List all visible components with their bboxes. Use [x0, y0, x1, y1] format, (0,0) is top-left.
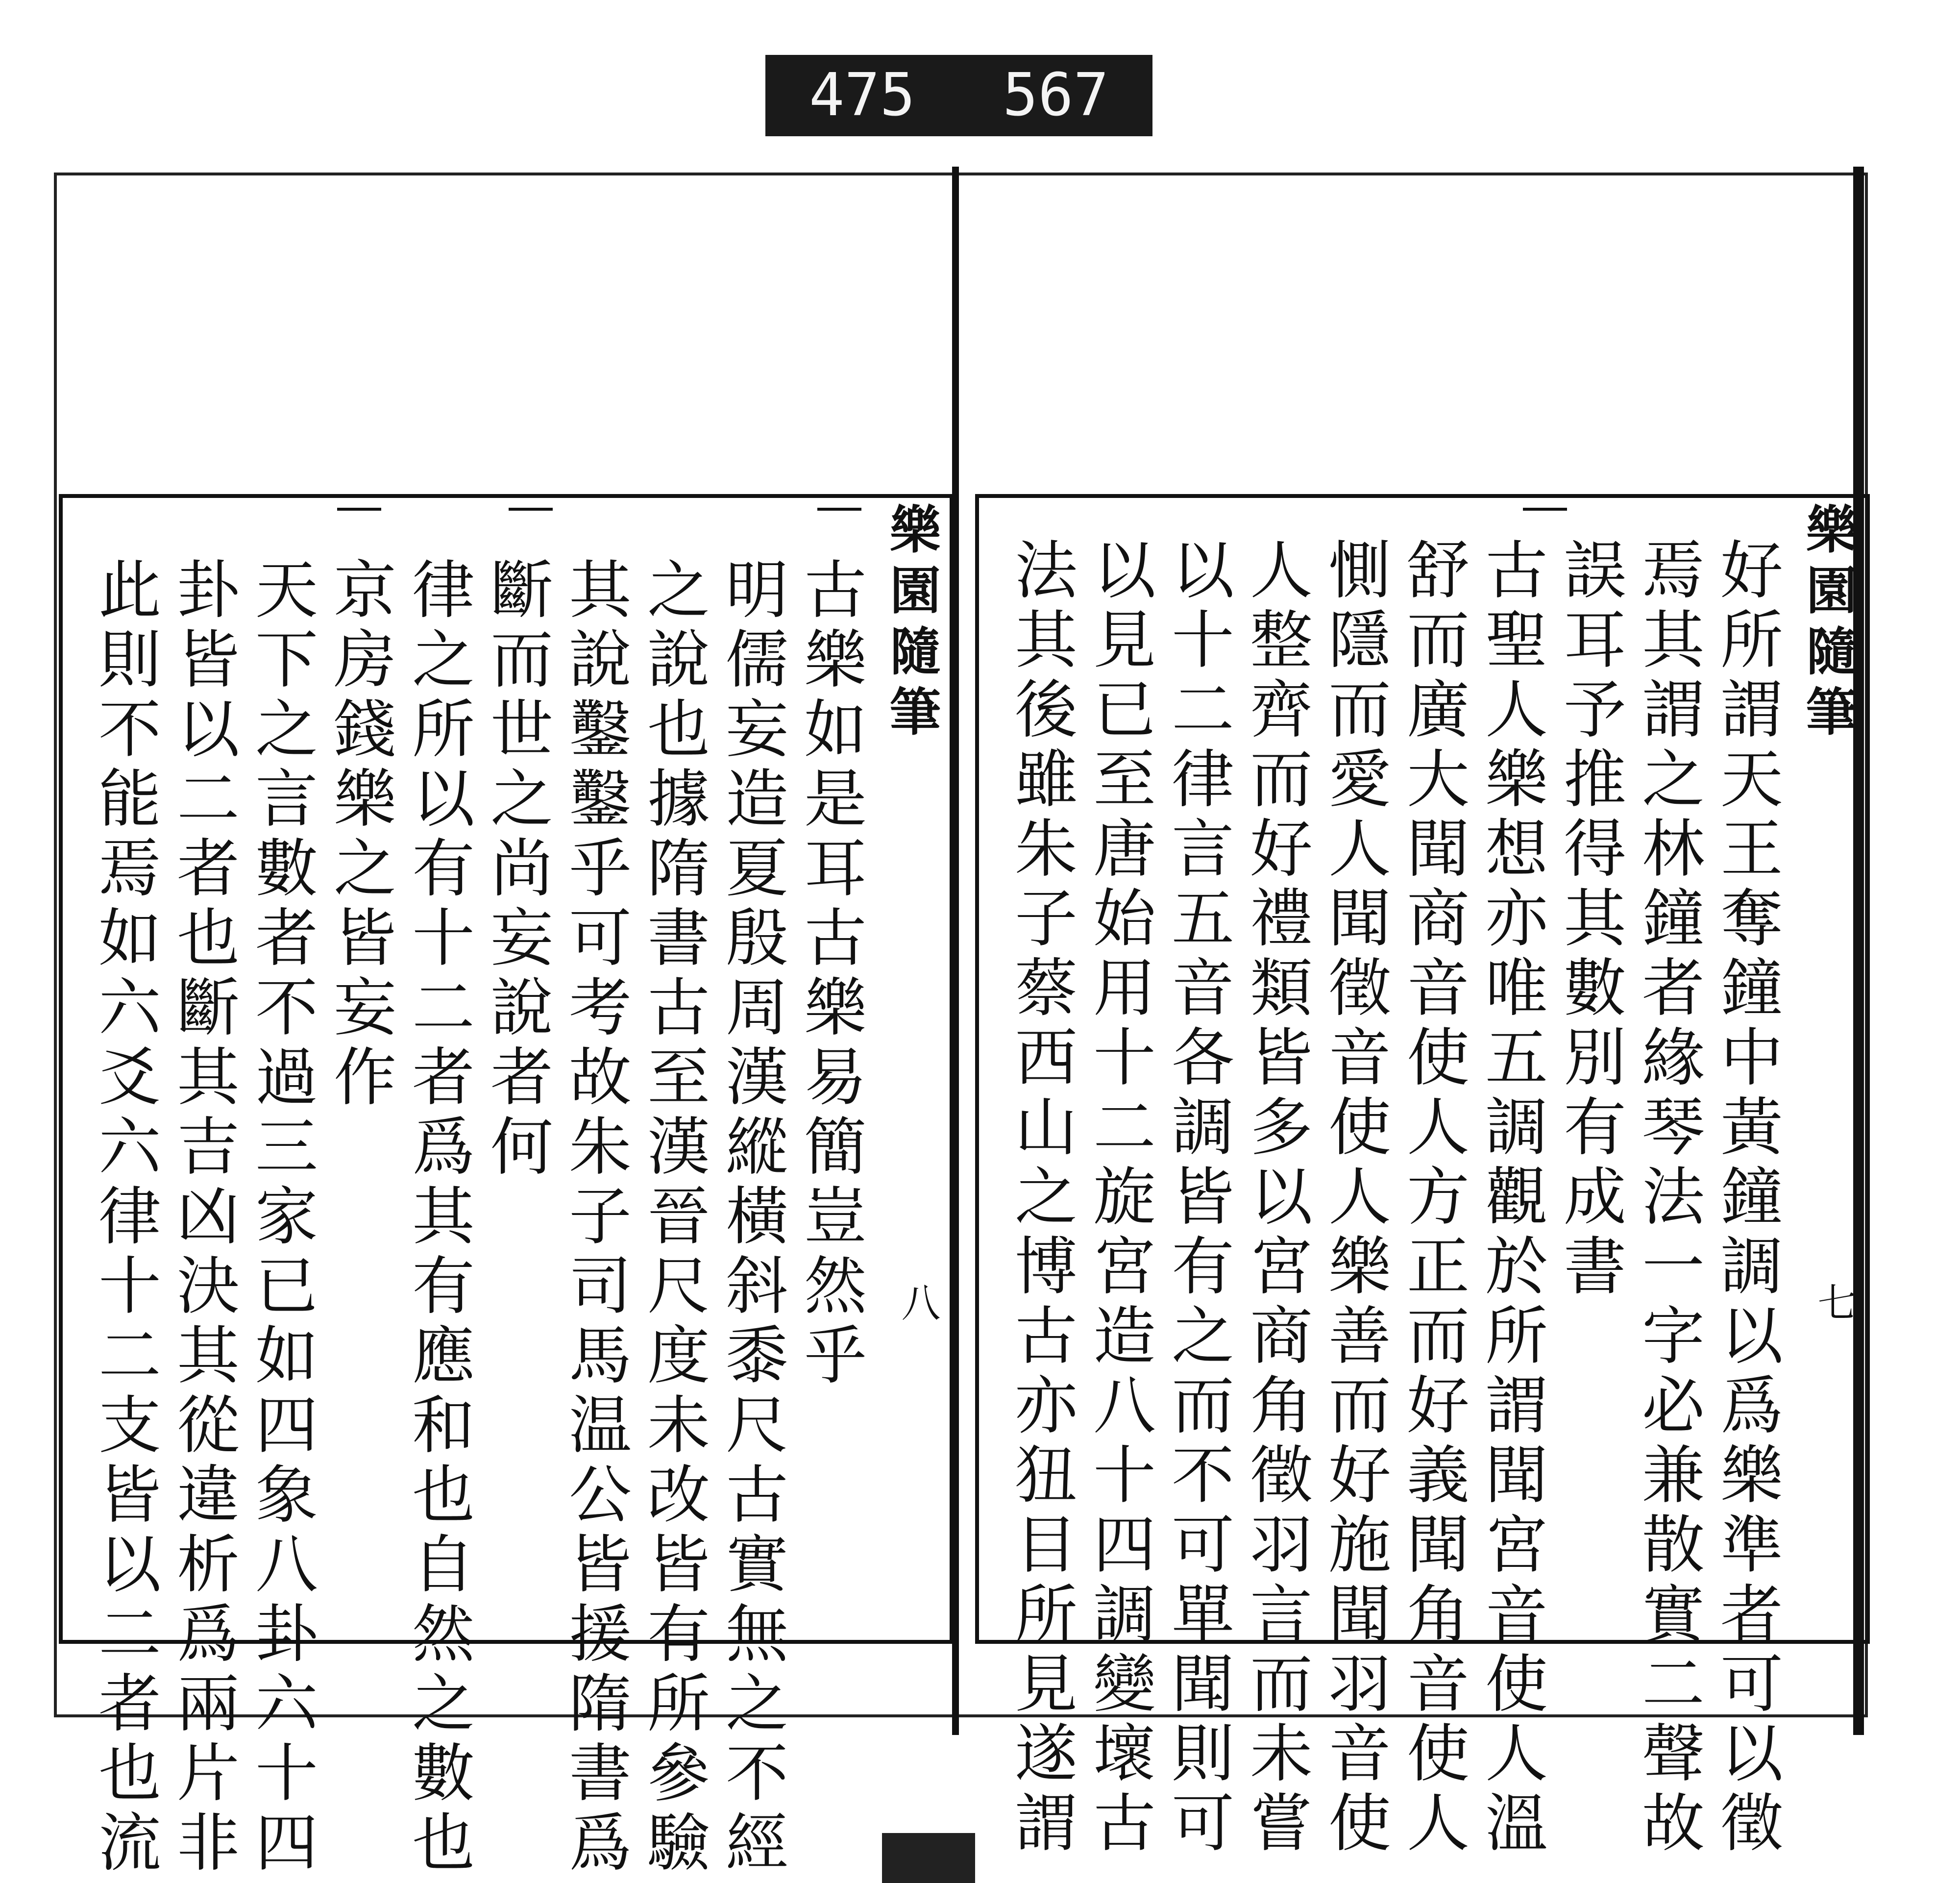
item-marker — [509, 508, 553, 511]
left-page-header: 樂園隨筆 — [881, 503, 941, 746]
left-col-6: 律之所以有十二者爲其有應和也自然之數也 — [401, 557, 474, 1879]
right-col-4: 古聖人樂想亦唯五調觀於所謂聞宮音使人溫 — [1474, 537, 1547, 1859]
right-text-frame — [975, 494, 1870, 1859]
left-col-7: 京房錢樂之皆妄作 — [323, 557, 396, 1114]
right-col-5: 舒而廣大聞商音使人方正而好義聞角音使人 — [1396, 537, 1469, 1859]
catalog-label — [765, 55, 1152, 136]
left-col-10: 此則不能焉如六爻六律十二支皆以二者也流 — [88, 557, 161, 1879]
right-col-1: 好所謂天王奪鐘中黃鐘調以爲樂準者可以徵 — [1710, 537, 1783, 1859]
left-col-2: 明儒妄造夏殷周漢縱橫斜黍尺古實無之不經 — [715, 557, 788, 1879]
item-marker — [337, 508, 381, 511]
right-col-2: 焉其謂之林鐘者緣琴法一字必兼散實二聲故 — [1631, 537, 1704, 1859]
left-col-3: 之說也據隋書古至漢晉尺度未改皆有所參驗 — [637, 557, 710, 1879]
right-col-10: 法其後雖朱子蔡西山之博古亦狃目所見遂謂 — [1004, 537, 1077, 1859]
left-col-4: 其說鑿鑿乎可考故朱子司馬温公皆援隋書爲 — [558, 557, 631, 1879]
right-col-3: 誤耳予推得其數別有成書 — [1553, 537, 1626, 1303]
left-folio: 八 — [895, 1282, 940, 1321]
right-col-7: 人整齊而好禮類皆多以宮商角徵羽言而未嘗 — [1239, 537, 1312, 1859]
right-col-6: 惻隱而愛人聞徵音使人樂善而好施聞羽音使 — [1318, 537, 1391, 1859]
left-col-9: 卦皆以二者也斷其吉凶決其從違析爲兩片非 — [166, 557, 239, 1879]
catalog-number-1: 475 — [809, 61, 915, 129]
left-col-5: 斷而世之尚妄說者何 — [480, 557, 553, 1183]
item-marker — [1523, 508, 1567, 511]
catalog-number-2: 567 — [1003, 61, 1109, 129]
right-col-8: 以十二律言五音各調皆有之而不可單聞則可 — [1161, 537, 1234, 1859]
left-col-1: 古樂如是耳古樂易簡豈然乎 — [793, 557, 866, 1392]
right-page-header: 樂園隨筆 — [1797, 503, 1858, 746]
left-col-8: 天下之言數者不過三家已如四象八卦六十四 — [245, 557, 318, 1879]
binding-mark — [882, 1833, 975, 1883]
right-col-9: 以見已至唐始用十二旋宮造八十四調變壞古 — [1082, 537, 1155, 1859]
item-marker — [817, 508, 861, 511]
left-text-frame — [59, 494, 954, 1879]
right-folio: 七 — [1811, 1282, 1857, 1321]
